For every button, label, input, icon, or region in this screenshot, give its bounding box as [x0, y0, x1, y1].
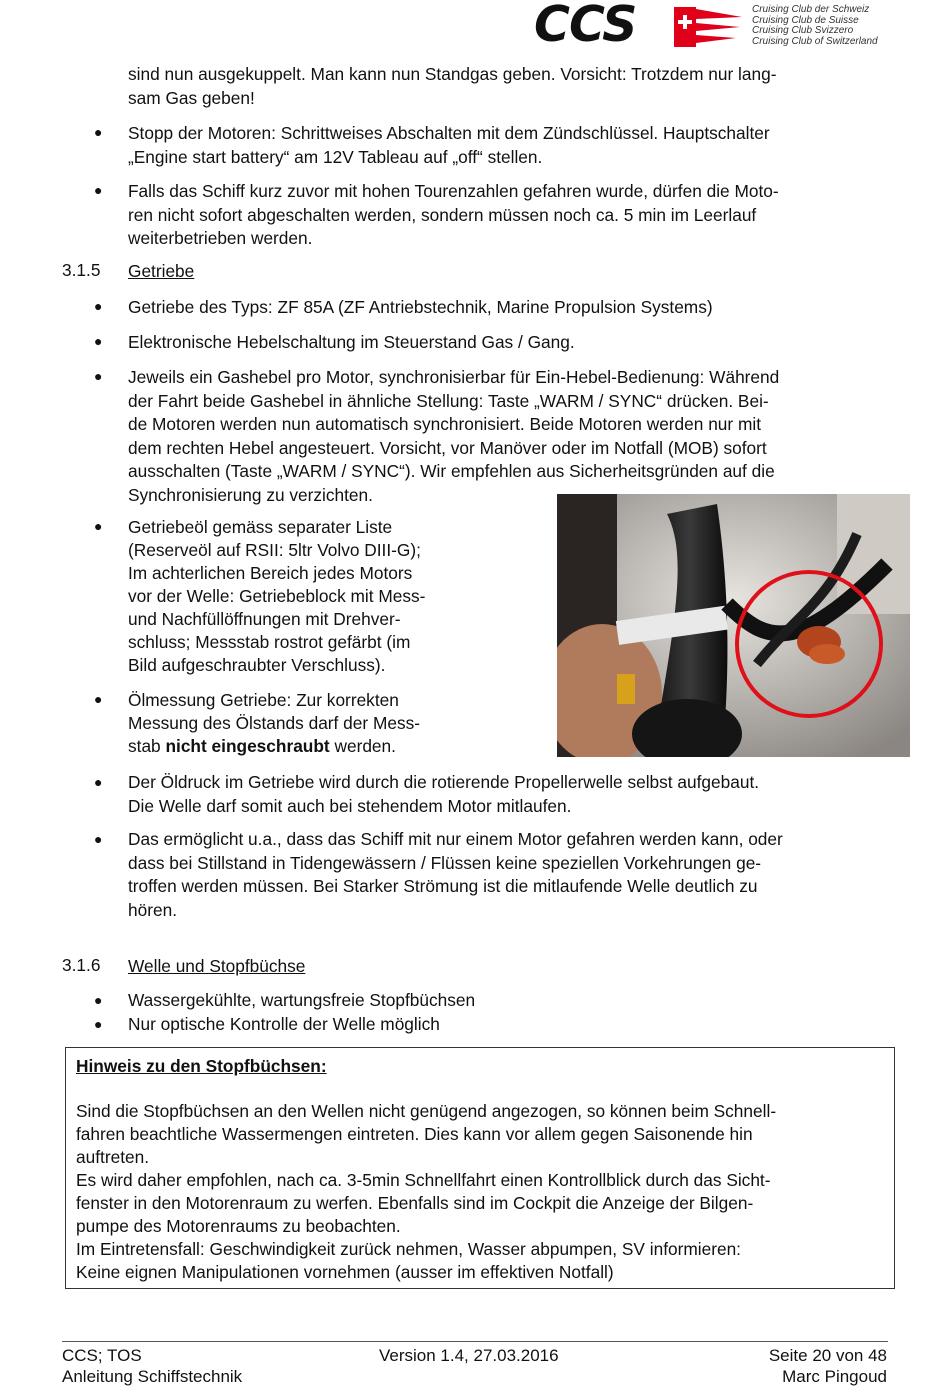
text-span: stab — [128, 736, 166, 756]
text-line: Falls das Schiff kurz zuvor mit hohen Tourenzahlen gefahren wurde, dürfen die Moto- — [128, 181, 779, 201]
text-line: sind nun ausgekuppelt. Man kann nun Standgas geben. Vorsicht: Trotzdem nur lang- — [128, 64, 777, 84]
bullet-icon: ● — [94, 124, 103, 140]
section-title-getriebe: Getriebe — [128, 261, 195, 281]
text-line: schluss; Messstab rostrot gefärbt (im — [128, 632, 411, 652]
bold-text: nicht eingeschraubt — [165, 736, 330, 756]
text-line — [128, 735, 475, 758]
bullet-high-rpm — [128, 180, 886, 251]
text-line: vor der Welle: Getriebeblock mit Mess- — [128, 586, 426, 606]
text-line: Es wird daher empfohlen, nach ca. 3-5min Schnellfahrt einen Kontrollblick durch das Sicht- — [76, 1170, 771, 1190]
bullet-icon: ● — [94, 774, 103, 790]
text-line: Keine eignen Manipulationen vornehmen (ausser im effektiven Notfall) — [76, 1262, 614, 1282]
footer-doc-title: Anleitung Schiffstechnik — [62, 1367, 243, 1386]
logo-line: Cruising Club der Schweiz — [752, 4, 870, 15]
bullet-icon: ● — [94, 518, 103, 534]
footer-left — [62, 1345, 242, 1387]
swiss-pennant-icon — [674, 7, 742, 47]
footer-page-number: Seite 20 von 48 — [768, 1346, 887, 1365]
logo-wordmark: CCS — [534, 0, 637, 53]
footer-author: Marc Pingoud — [782, 1367, 887, 1386]
bullet-icon: ● — [94, 691, 103, 707]
text-line: weiterbetrieben werden. — [128, 228, 313, 248]
text-line: Die Welle darf somit auch bei stehendem Motor mitlaufen. — [128, 795, 572, 816]
bullet-water-cooled: Wassergekühlte, wartungsfreie Stopfbüchsen — [128, 990, 476, 1010]
text-line: Stopp der Motoren: Schrittweises Abschalten mit dem Zündschlüssel. Hauptschalter — [128, 123, 770, 143]
bullet-oil-pressure — [128, 771, 916, 818]
text-line: Im Eintretensfall: Geschwindigkeit zurück nehmen, Wasser abpumpen, SV informieren: — [76, 1239, 741, 1259]
footer-right — [769, 1345, 887, 1387]
footer-divider — [62, 1341, 888, 1342]
text-line: troffen werden müssen. Bei Starker Strömung ist die mitlaufende Welle deutlich zu — [128, 876, 758, 896]
bullet-lever-control: Elektronische Hebelschaltung im Steuerstand Gas / Gang. — [128, 332, 575, 352]
bullet-icon: ● — [94, 992, 103, 1008]
note-box — [65, 1047, 895, 1289]
text-line: ren nicht sofort abgeschalten werden, sondern müssen noch ca. 5 min im Leerlauf — [128, 204, 757, 225]
section-number: 3.1.5 — [62, 260, 101, 280]
text-line: Sind die Stopfbüchsen an den Wellen nicht genügend angezogen, so können beim Schnell- — [76, 1101, 777, 1121]
footer-doc-code: CCS; TOS — [62, 1346, 142, 1365]
text-line: Jeweils ein Gashebel pro Motor, synchronisierbar für Ein-Hebel-Bedienung: Während — [128, 367, 780, 387]
text-span: werden. — [329, 736, 396, 756]
bullet-icon: ● — [94, 1016, 103, 1032]
text-line: Ölmessung Getriebe: Zur korrekten — [128, 690, 399, 710]
text-line: Messung des Ölstands darf der Mess- — [128, 713, 420, 733]
text-line: dem rechten Hebel angesteuert. Vorsicht, vor Manöver oder im Notfall (MOB) sofort — [128, 437, 767, 458]
note-body — [76, 1100, 886, 1284]
text-line: sam Gas geben! — [128, 87, 255, 108]
text-line: Das ermöglicht u.a., dass das Schiff mit nur einem Motor gefahren werden kann, oder — [128, 829, 783, 849]
text-line: fahren beachtliche Wassermengen eintreten. Dies kann vor allem gegen Saisonende hin — [76, 1124, 753, 1144]
bullet-oil-measurement — [128, 689, 475, 758]
text-line: dass bei Stillstand in Tidengewässern / Flüssen keine speziellen Vorkehrungen ge- — [128, 852, 762, 873]
bullet-icon: ● — [94, 333, 103, 349]
bullet-icon: ● — [94, 298, 103, 314]
bullet-single-engine — [128, 828, 886, 922]
text-line: pumpe des Motorenraums zu beobachten. — [76, 1216, 401, 1236]
logo-club-names — [752, 5, 878, 47]
text-line: (Reserveöl auf RSII: 5ltr Volvo DIII-G); — [128, 540, 421, 560]
bullet-visual-check: Nur optische Kontrolle der Welle möglich — [128, 1014, 440, 1034]
bullet-sync — [128, 366, 886, 507]
text-line: hören. — [128, 899, 178, 920]
text-line: Bild aufgeschraubter Verschluss). — [128, 655, 386, 675]
section-title-welle: Welle und Stopfbüchse — [128, 956, 306, 976]
logo-line: Cruising Club Svizzero — [752, 25, 854, 36]
logo-line: Cruising Club of Switzerland — [752, 35, 878, 47]
text-line: „Engine start battery“ am 12V Tableau auf „off“ stellen. — [128, 146, 543, 167]
intro-paragraph — [128, 63, 886, 110]
bullet-gear-oil — [128, 516, 475, 677]
text-line: Synchronisierung zu verzichten. — [128, 484, 373, 505]
bullet-icon: ● — [94, 831, 103, 847]
text-line: und Nachfüllöffnungen mit Drehver- — [128, 609, 401, 629]
text-line: fenster in den Motorenraum zu werfen. Ebenfalls sind im Cockpit die Anzeige der Bilgen- — [76, 1193, 754, 1213]
text-line: auftreten. — [76, 1147, 150, 1167]
bullet-icon: ● — [94, 368, 103, 384]
bullet-stop-engines — [128, 122, 886, 169]
logo-line: Cruising Club de Suisse — [752, 14, 859, 26]
gearbox-photo — [557, 494, 910, 757]
text-line: ausschalten (Taste „WARM / SYNC“). Wir empfehlen aus Sicherheitsgründen auf die — [128, 461, 775, 481]
gearbox-photo-image — [557, 494, 910, 757]
text-line: Getriebeöl gemäss separater Liste — [128, 517, 393, 537]
text-line: de Motoren werden nun automatisch synchronisiert. Beide Motoren werden nur mit — [128, 414, 762, 434]
ccs-logo — [534, 0, 889, 53]
footer-version: Version 1.4, 27.03.2016 — [379, 1346, 559, 1365]
text-line: Der Öldruck im Getriebe wird durch die rotierende Propellerwelle selbst aufgebaut. — [128, 772, 760, 792]
note-title: Hinweis zu den Stopfbüchsen: — [76, 1056, 327, 1076]
bullet-icon: ● — [94, 182, 103, 198]
bullet-gear-type: Getriebe des Typs: ZF 85A (ZF Antriebstechnik, Marine Propulsion Systems) — [128, 297, 713, 317]
text-line: der Fahrt beide Gashebel in ähnliche Stellung: Taste „WARM / SYNC“ drücken. Bei- — [128, 390, 769, 411]
text-line: Im achterlichen Bereich jedes Motors — [128, 563, 413, 583]
section-number: 3.1.6 — [62, 955, 101, 975]
